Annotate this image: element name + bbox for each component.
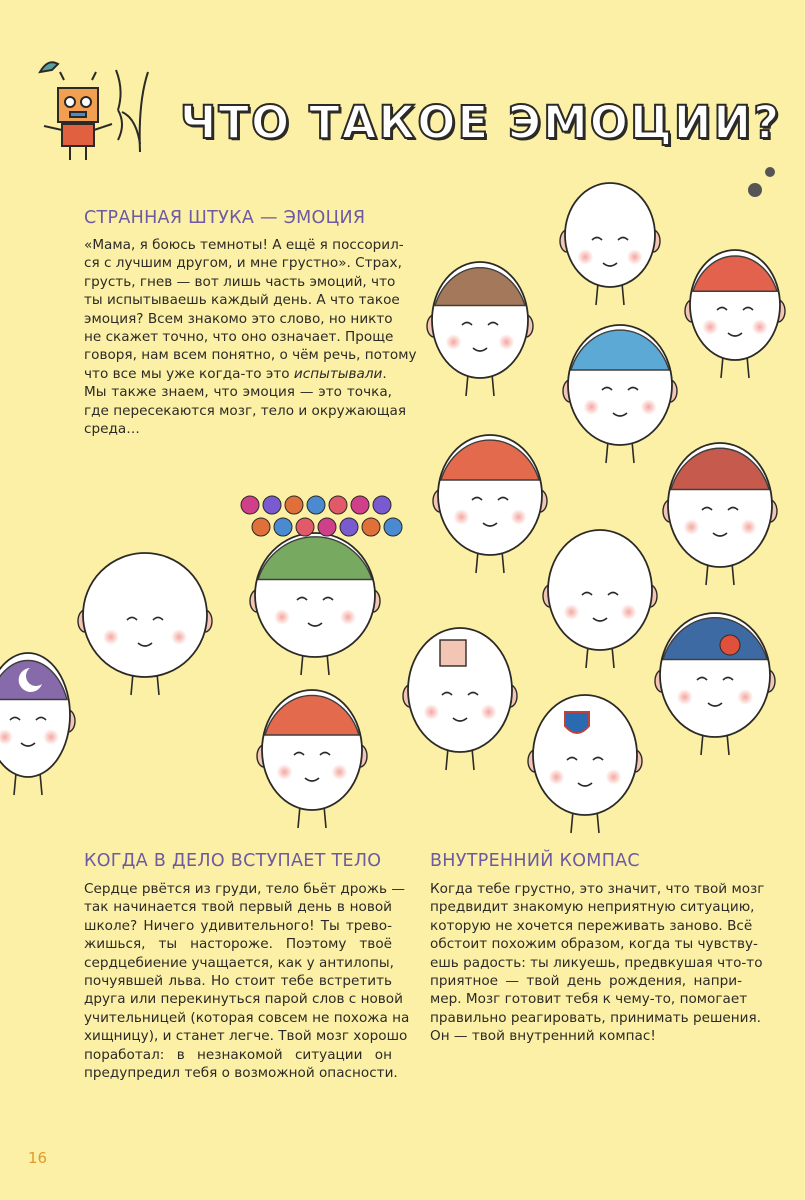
flowers-icon	[241, 496, 402, 536]
cube-icon	[440, 640, 466, 666]
text-line: ты испытываешь каждый день. А что такое	[84, 292, 400, 309]
text-line: не скажет точно, что оно означает. Проще	[84, 329, 394, 346]
cloud-head-icon	[427, 262, 533, 396]
balloon-head-icon	[655, 613, 775, 755]
text-line: поработал: в незнакомой ситуации он	[84, 1046, 392, 1063]
balloon-icon	[720, 635, 740, 655]
page-number: 16	[28, 1149, 48, 1167]
text-line: почуявшей льва. Но стоит тебе встретить	[84, 973, 392, 990]
moon-head-icon	[0, 653, 75, 795]
text-line: Сердце рвётся из груди, тело бьёт дрожь —	[84, 881, 405, 897]
text-line: Он — твой внутренний компас!	[430, 1028, 656, 1045]
text-line: ешь радость: ты ликуешь, предвкушая что-то	[430, 954, 763, 971]
text-line: ся с лучшим другом, и мне грустно». Страх,	[84, 255, 402, 272]
section-text-compass	[430, 880, 765, 1046]
text-line: обстоит похожим образом, когда ты чувству-	[430, 936, 758, 953]
text-line: которую не хочется переживать заново. Всё	[430, 917, 753, 934]
storm-head-icon	[257, 690, 367, 828]
text-line: друга или перекинуться парой слов с новой	[84, 991, 403, 1008]
section-text-strange-thing	[84, 236, 417, 438]
text-line: Когда тебе грустно, это значит, что твой мозг	[430, 881, 765, 897]
robot-bird-icon	[40, 62, 148, 160]
text-line: среда…	[84, 421, 140, 438]
emphasis-tail: .	[382, 365, 387, 382]
sun-head-icon	[560, 183, 660, 305]
text-line: жишься, ты настороже. Поэтому твоё	[84, 936, 392, 953]
flowers-head-icon	[250, 533, 380, 675]
text-line: грусть, гнев — вот лишь часть эмоций, что	[84, 273, 396, 290]
crocodile-head-icon	[433, 435, 547, 573]
text-line: эмоция? Всем знакомо это слово, но никто	[84, 310, 393, 327]
text-line: сердцебиение учащается, как у антилопы,	[84, 954, 394, 971]
smoke-icon	[765, 167, 775, 177]
text-line: мер. Мозг готовит тебя к чему-то, помогает	[430, 991, 748, 1008]
text-line-start: что все мы уже когда-то это	[84, 365, 294, 382]
volcano-head-icon	[685, 250, 785, 378]
text-line: приятное — твой день рождения, напри-	[430, 973, 742, 990]
section-heading-body: КОГДА В ДЕЛО ВСТУПАЕТ ТЕЛО	[84, 851, 382, 871]
section-heading-strange-thing: СТРАННАЯ ШТУКА — ЭМОЦИЯ	[84, 208, 366, 228]
smoke-icon	[748, 183, 762, 197]
text-line: говоря, нам всем понятно, о чём речь, потому	[84, 347, 417, 364]
section-heading-compass: ВНУТРЕННИЙ КОМПАС	[430, 851, 640, 871]
text-line: «Мама, я боюсь темноты! А ещё я поссорил-	[84, 237, 404, 253]
emphasis-word: испытывали	[293, 365, 383, 382]
spider-head-icon	[543, 530, 657, 668]
text-line: предвидит знакомую неприятную ситуацию,	[430, 899, 755, 916]
text-line: правильно реагировать, принимать решения.	[430, 1009, 762, 1026]
text-line: где пересекаются мозг, тело и окружающая	[84, 402, 407, 419]
text-line: учительницей (которая совсем не похожа на	[84, 1009, 410, 1026]
mountain-head-icon	[663, 443, 777, 585]
text-line: Мы также знаем, что эмоция — это точка,	[84, 384, 392, 401]
bird-head-icon	[78, 553, 212, 695]
text-line: школе? Ничего удивительного! Ты трево-	[84, 917, 392, 934]
page-title: ЧТО ТАКОЕ ЭМОЦИИ?	[180, 96, 782, 149]
text-line: так начинается твой первый день в новой	[84, 899, 392, 916]
section-text-body	[84, 880, 410, 1082]
text-line: хищницу), и станет легче. Твой мозг хорошо	[84, 1028, 408, 1045]
shield-icon	[565, 712, 589, 733]
text-line	[84, 365, 392, 383]
text-line: предупредил тебя о возможной опасности.	[84, 1065, 398, 1082]
sea-head-icon	[563, 325, 677, 463]
